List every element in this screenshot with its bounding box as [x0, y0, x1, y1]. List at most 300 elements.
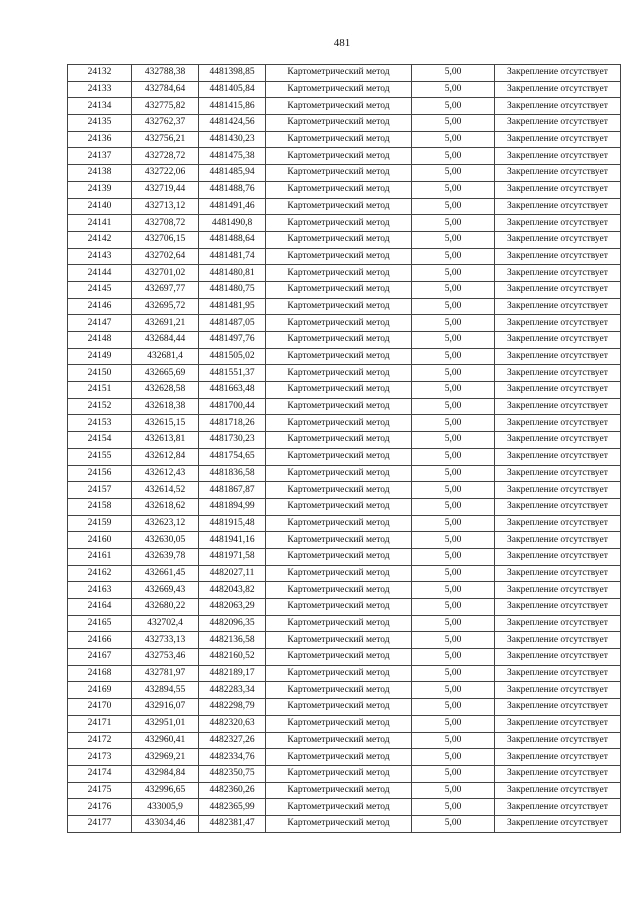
accuracy-cell: 5,00: [412, 148, 495, 165]
x-coordinate-cell: 432784,64: [132, 81, 199, 98]
y-coordinate-cell: 4482365,99: [199, 799, 266, 816]
method-cell: Картометрический метод: [266, 699, 412, 716]
table-row: [68, 415, 621, 432]
method-cell: Картометрический метод: [266, 98, 412, 115]
method-cell: Картометрический метод: [266, 231, 412, 248]
x-coordinate-cell: 432691,21: [132, 315, 199, 332]
accuracy-cell: 5,00: [412, 281, 495, 298]
y-coordinate-cell: 4482136,58: [199, 632, 266, 649]
point-number-cell: 24158: [68, 498, 132, 515]
fixing-description-cell: Закрепление отсутствует: [495, 498, 621, 515]
x-coordinate-cell: 432701,02: [132, 265, 199, 282]
x-coordinate-cell: 432996,65: [132, 782, 199, 799]
y-coordinate-cell: 4481488,64: [199, 231, 266, 248]
fixing-description-cell: Закрепление отсутствует: [495, 98, 621, 115]
method-cell: Картометрический метод: [266, 148, 412, 165]
point-number-cell: 24146: [68, 298, 132, 315]
accuracy-cell: 5,00: [412, 482, 495, 499]
y-coordinate-cell: 4481475,38: [199, 148, 266, 165]
fixing-description-cell: Закрепление отсутствует: [495, 332, 621, 349]
accuracy-cell: 5,00: [412, 165, 495, 182]
accuracy-cell: 5,00: [412, 448, 495, 465]
y-coordinate-cell: 4482381,47: [199, 815, 266, 832]
method-cell: Картометрический метод: [266, 298, 412, 315]
table-row: [68, 615, 621, 632]
y-coordinate-cell: 4482160,52: [199, 649, 266, 666]
point-number-cell: 24153: [68, 415, 132, 432]
point-number-cell: 24134: [68, 98, 132, 115]
point-number-cell: 24155: [68, 448, 132, 465]
x-coordinate-cell: 432733,13: [132, 632, 199, 649]
table-row: [68, 231, 621, 248]
point-number-cell: 24151: [68, 382, 132, 399]
accuracy-cell: 5,00: [412, 799, 495, 816]
accuracy-cell: 5,00: [412, 682, 495, 699]
x-coordinate-cell: 432916,07: [132, 699, 199, 716]
accuracy-cell: 5,00: [412, 231, 495, 248]
accuracy-cell: 5,00: [412, 732, 495, 749]
point-number-cell: 24174: [68, 765, 132, 782]
method-cell: Картометрический метод: [266, 782, 412, 799]
point-number-cell: 24143: [68, 248, 132, 265]
point-number-cell: 24142: [68, 231, 132, 248]
x-coordinate-cell: 432639,78: [132, 548, 199, 565]
x-coordinate-cell: 432788,38: [132, 65, 199, 82]
fixing-description-cell: Закрепление отсутствует: [495, 65, 621, 82]
accuracy-cell: 5,00: [412, 515, 495, 532]
y-coordinate-cell: 4482360,26: [199, 782, 266, 799]
fixing-description-cell: Закрепление отсутствует: [495, 665, 621, 682]
table-row: [68, 315, 621, 332]
table-row: [68, 682, 621, 699]
x-coordinate-cell: 433005,9: [132, 799, 199, 816]
fixing-description-cell: Закрепление отсутствует: [495, 515, 621, 532]
x-coordinate-cell: 432719,44: [132, 181, 199, 198]
table-row: [68, 165, 621, 182]
method-cell: Картометрический метод: [266, 632, 412, 649]
x-coordinate-cell: 432894,55: [132, 682, 199, 699]
x-coordinate-cell: 432695,72: [132, 298, 199, 315]
method-cell: Картометрический метод: [266, 131, 412, 148]
point-number-cell: 24167: [68, 649, 132, 666]
table-row: [68, 248, 621, 265]
point-number-cell: 24177: [68, 815, 132, 832]
table-row: [68, 382, 621, 399]
y-coordinate-cell: 4482096,35: [199, 615, 266, 632]
point-number-cell: 24148: [68, 332, 132, 349]
method-cell: Картометрический метод: [266, 315, 412, 332]
method-cell: Картометрический метод: [266, 415, 412, 432]
fixing-description-cell: Закрепление отсутствует: [495, 382, 621, 399]
point-number-cell: 24176: [68, 799, 132, 816]
point-number-cell: 24132: [68, 65, 132, 82]
x-coordinate-cell: 432708,72: [132, 215, 199, 232]
table-row: [68, 365, 621, 382]
method-cell: Картометрический метод: [266, 332, 412, 349]
y-coordinate-cell: 4481718,26: [199, 415, 266, 432]
point-number-cell: 24172: [68, 732, 132, 749]
x-coordinate-cell: 432728,72: [132, 148, 199, 165]
fixing-description-cell: Закрепление отсутствует: [495, 231, 621, 248]
table-row: [68, 181, 621, 198]
method-cell: Картометрический метод: [266, 649, 412, 666]
y-coordinate-cell: 4482334,76: [199, 749, 266, 766]
table-row: [68, 498, 621, 515]
accuracy-cell: 5,00: [412, 265, 495, 282]
point-number-cell: 24137: [68, 148, 132, 165]
x-coordinate-cell: 432951,01: [132, 715, 199, 732]
x-coordinate-cell: 432665,69: [132, 365, 199, 382]
x-coordinate-cell: 432618,38: [132, 398, 199, 415]
x-coordinate-cell: 432680,22: [132, 599, 199, 616]
accuracy-cell: 5,00: [412, 715, 495, 732]
x-coordinate-cell: 432697,77: [132, 281, 199, 298]
table-row: [68, 115, 621, 132]
coordinates-table: [67, 64, 621, 833]
fixing-description-cell: Закрепление отсутствует: [495, 215, 621, 232]
fixing-description-cell: Закрепление отсутствует: [495, 398, 621, 415]
method-cell: Картометрический метод: [266, 765, 412, 782]
x-coordinate-cell: 432681,4: [132, 348, 199, 365]
y-coordinate-cell: 4481491,46: [199, 198, 266, 215]
table-row: [68, 699, 621, 716]
x-coordinate-cell: 432713,12: [132, 198, 199, 215]
point-number-cell: 24166: [68, 632, 132, 649]
table-row: [68, 198, 621, 215]
point-number-cell: 24147: [68, 315, 132, 332]
y-coordinate-cell: 4482283,34: [199, 682, 266, 699]
method-cell: Картометрический метод: [266, 248, 412, 265]
accuracy-cell: 5,00: [412, 465, 495, 482]
accuracy-cell: 5,00: [412, 298, 495, 315]
x-coordinate-cell: 432722,06: [132, 165, 199, 182]
fixing-description-cell: Закрепление отсутствует: [495, 715, 621, 732]
x-coordinate-cell: 432781,97: [132, 665, 199, 682]
accuracy-cell: 5,00: [412, 198, 495, 215]
point-number-cell: 24152: [68, 398, 132, 415]
fixing-description-cell: Закрепление отсутствует: [495, 815, 621, 832]
point-number-cell: 24139: [68, 181, 132, 198]
x-coordinate-cell: 432762,37: [132, 115, 199, 132]
table-row: [68, 782, 621, 799]
method-cell: Картометрический метод: [266, 281, 412, 298]
point-number-cell: 24162: [68, 565, 132, 582]
accuracy-cell: 5,00: [412, 115, 495, 132]
point-number-cell: 24169: [68, 682, 132, 699]
fixing-description-cell: Закрепление отсутствует: [495, 365, 621, 382]
x-coordinate-cell: 432615,15: [132, 415, 199, 432]
fixing-description-cell: Закрепление отсутствует: [495, 81, 621, 98]
point-number-cell: 24144: [68, 265, 132, 282]
method-cell: Картометрический метод: [266, 682, 412, 699]
y-coordinate-cell: 4482063,29: [199, 599, 266, 616]
page-number: 481: [333, 37, 351, 49]
point-number-cell: 24136: [68, 131, 132, 148]
x-coordinate-cell: 432706,15: [132, 231, 199, 248]
table-row: [68, 548, 621, 565]
fixing-description-cell: Закрепление отсутствует: [495, 582, 621, 599]
method-cell: Картометрический метод: [266, 81, 412, 98]
table-row: [68, 131, 621, 148]
method-cell: Картометрический метод: [266, 215, 412, 232]
y-coordinate-cell: 4482027,11: [199, 565, 266, 582]
x-coordinate-cell: 432960,41: [132, 732, 199, 749]
point-number-cell: 24135: [68, 115, 132, 132]
table-row: [68, 799, 621, 816]
y-coordinate-cell: 4481915,48: [199, 515, 266, 532]
y-coordinate-cell: 4481663,48: [199, 382, 266, 399]
point-number-cell: 24173: [68, 749, 132, 766]
accuracy-cell: 5,00: [412, 348, 495, 365]
fixing-description-cell: Закрепление отсутствует: [495, 482, 621, 499]
method-cell: Картометрический метод: [266, 715, 412, 732]
x-coordinate-cell: 433034,46: [132, 815, 199, 832]
table-row: [68, 715, 621, 732]
fixing-description-cell: Закрепление отсутствует: [495, 465, 621, 482]
accuracy-cell: 5,00: [412, 749, 495, 766]
y-coordinate-cell: 4481497,76: [199, 332, 266, 349]
accuracy-cell: 5,00: [412, 248, 495, 265]
point-number-cell: 24163: [68, 582, 132, 599]
accuracy-cell: 5,00: [412, 599, 495, 616]
fixing-description-cell: Закрепление отсутствует: [495, 115, 621, 132]
accuracy-cell: 5,00: [412, 332, 495, 349]
method-cell: Картометрический метод: [266, 815, 412, 832]
y-coordinate-cell: 4482327,26: [199, 732, 266, 749]
point-number-cell: 24164: [68, 599, 132, 616]
method-cell: Картометрический метод: [266, 432, 412, 449]
y-coordinate-cell: 4481836,58: [199, 465, 266, 482]
x-coordinate-cell: 432618,62: [132, 498, 199, 515]
x-coordinate-cell: 432669,43: [132, 582, 199, 599]
y-coordinate-cell: 4481415,86: [199, 98, 266, 115]
method-cell: Картометрический метод: [266, 515, 412, 532]
table-row: [68, 148, 621, 165]
x-coordinate-cell: 432623,12: [132, 515, 199, 532]
accuracy-cell: 5,00: [412, 215, 495, 232]
y-coordinate-cell: 4481398,85: [199, 65, 266, 82]
accuracy-cell: 5,00: [412, 131, 495, 148]
accuracy-cell: 5,00: [412, 665, 495, 682]
fixing-description-cell: Закрепление отсутствует: [495, 749, 621, 766]
table-row: [68, 281, 621, 298]
y-coordinate-cell: 4482350,75: [199, 765, 266, 782]
accuracy-cell: 5,00: [412, 81, 495, 98]
y-coordinate-cell: 4481481,74: [199, 248, 266, 265]
fixing-description-cell: Закрепление отсутствует: [495, 131, 621, 148]
point-number-cell: 24140: [68, 198, 132, 215]
fixing-description-cell: Закрепление отсутствует: [495, 198, 621, 215]
table-row: [68, 465, 621, 482]
method-cell: Картометрический метод: [266, 482, 412, 499]
method-cell: Картометрический метод: [266, 382, 412, 399]
y-coordinate-cell: 4481480,75: [199, 281, 266, 298]
accuracy-cell: 5,00: [412, 315, 495, 332]
accuracy-cell: 5,00: [412, 98, 495, 115]
x-coordinate-cell: 432702,4: [132, 615, 199, 632]
fixing-description-cell: Закрепление отсутствует: [495, 281, 621, 298]
fixing-description-cell: Закрепление отсутствует: [495, 615, 621, 632]
fixing-description-cell: Закрепление отсутствует: [495, 682, 621, 699]
fixing-description-cell: Закрепление отсутствует: [495, 765, 621, 782]
fixing-description-cell: Закрепление отсутствует: [495, 315, 621, 332]
x-coordinate-cell: 432628,58: [132, 382, 199, 399]
point-number-cell: 24170: [68, 699, 132, 716]
method-cell: Картометрический метод: [266, 65, 412, 82]
y-coordinate-cell: 4481424,56: [199, 115, 266, 132]
fixing-description-cell: Закрепление отсутствует: [495, 565, 621, 582]
table-row: [68, 348, 621, 365]
y-coordinate-cell: 4481487,05: [199, 315, 266, 332]
point-number-cell: 24150: [68, 365, 132, 382]
x-coordinate-cell: 432612,43: [132, 465, 199, 482]
y-coordinate-cell: 4481405,84: [199, 81, 266, 98]
point-number-cell: 24165: [68, 615, 132, 632]
fixing-description-cell: Закрепление отсутствует: [495, 432, 621, 449]
method-cell: Картометрический метод: [266, 749, 412, 766]
y-coordinate-cell: 4481730,23: [199, 432, 266, 449]
accuracy-cell: 5,00: [412, 382, 495, 399]
point-number-cell: 24141: [68, 215, 132, 232]
x-coordinate-cell: 432684,44: [132, 332, 199, 349]
accuracy-cell: 5,00: [412, 65, 495, 82]
table-row: [68, 215, 621, 232]
table-row: [68, 632, 621, 649]
y-coordinate-cell: 4482320,63: [199, 715, 266, 732]
point-number-cell: 24157: [68, 482, 132, 499]
point-number-cell: 24156: [68, 465, 132, 482]
table-row: [68, 599, 621, 616]
table-row: [68, 582, 621, 599]
y-coordinate-cell: 4481488,76: [199, 181, 266, 198]
fixing-description-cell: Закрепление отсутствует: [495, 799, 621, 816]
fixing-description-cell: Закрепление отсутствует: [495, 548, 621, 565]
accuracy-cell: 5,00: [412, 582, 495, 599]
x-coordinate-cell: 432969,21: [132, 749, 199, 766]
accuracy-cell: 5,00: [412, 649, 495, 666]
fixing-description-cell: Закрепление отсутствует: [495, 148, 621, 165]
accuracy-cell: 5,00: [412, 532, 495, 549]
table-row: [68, 565, 621, 582]
point-number-cell: 24168: [68, 665, 132, 682]
method-cell: Картометрический метод: [266, 799, 412, 816]
table-row: [68, 749, 621, 766]
y-coordinate-cell: 4481894,99: [199, 498, 266, 515]
table-row: [68, 332, 621, 349]
y-coordinate-cell: 4482043,82: [199, 582, 266, 599]
table-row: [68, 649, 621, 666]
point-number-cell: 24160: [68, 532, 132, 549]
table-row: [68, 98, 621, 115]
y-coordinate-cell: 4481867,87: [199, 482, 266, 499]
method-cell: Картометрический метод: [266, 582, 412, 599]
accuracy-cell: 5,00: [412, 398, 495, 415]
table-row: [68, 298, 621, 315]
method-cell: Картометрический метод: [266, 615, 412, 632]
accuracy-cell: 5,00: [412, 548, 495, 565]
fixing-description-cell: Закрепление отсутствует: [495, 415, 621, 432]
y-coordinate-cell: 4482298,79: [199, 699, 266, 716]
accuracy-cell: 5,00: [412, 565, 495, 582]
table-row: [68, 65, 621, 82]
fixing-description-cell: Закрепление отсутствует: [495, 448, 621, 465]
table-row: [68, 482, 621, 499]
method-cell: Картометрический метод: [266, 548, 412, 565]
point-number-cell: 24145: [68, 281, 132, 298]
accuracy-cell: 5,00: [412, 632, 495, 649]
fixing-description-cell: Закрепление отсутствует: [495, 181, 621, 198]
method-cell: Картометрический метод: [266, 398, 412, 415]
y-coordinate-cell: 4481481,95: [199, 298, 266, 315]
accuracy-cell: 5,00: [412, 415, 495, 432]
table-row: [68, 432, 621, 449]
table-row: [68, 665, 621, 682]
x-coordinate-cell: 432756,21: [132, 131, 199, 148]
method-cell: Картометрический метод: [266, 181, 412, 198]
x-coordinate-cell: 432630,05: [132, 532, 199, 549]
fixing-description-cell: Закрепление отсутствует: [495, 532, 621, 549]
point-number-cell: 24175: [68, 782, 132, 799]
point-number-cell: 24149: [68, 348, 132, 365]
point-number-cell: 24161: [68, 548, 132, 565]
fixing-description-cell: Закрепление отсутствует: [495, 732, 621, 749]
table-row: [68, 515, 621, 532]
table-row: [68, 81, 621, 98]
accuracy-cell: 5,00: [412, 615, 495, 632]
fixing-description-cell: Закрепление отсутствует: [495, 782, 621, 799]
fixing-description-cell: Закрепление отсутствует: [495, 599, 621, 616]
fixing-description-cell: Закрепление отсутствует: [495, 649, 621, 666]
x-coordinate-cell: 432614,52: [132, 482, 199, 499]
table-row: [68, 732, 621, 749]
y-coordinate-cell: 4481551,37: [199, 365, 266, 382]
accuracy-cell: 5,00: [412, 765, 495, 782]
x-coordinate-cell: 432613,81: [132, 432, 199, 449]
method-cell: Картометрический метод: [266, 732, 412, 749]
table-row: [68, 532, 621, 549]
x-coordinate-cell: 432661,45: [132, 565, 199, 582]
method-cell: Картометрический метод: [266, 565, 412, 582]
accuracy-cell: 5,00: [412, 815, 495, 832]
table-row: [68, 765, 621, 782]
accuracy-cell: 5,00: [412, 782, 495, 799]
method-cell: Картометрический метод: [266, 265, 412, 282]
method-cell: Картометрический метод: [266, 365, 412, 382]
point-number-cell: 24138: [68, 165, 132, 182]
method-cell: Картометрический метод: [266, 165, 412, 182]
y-coordinate-cell: 4482189,17: [199, 665, 266, 682]
accuracy-cell: 5,00: [412, 432, 495, 449]
y-coordinate-cell: 4481430,23: [199, 131, 266, 148]
x-coordinate-cell: 432702,64: [132, 248, 199, 265]
method-cell: Картометрический метод: [266, 599, 412, 616]
fixing-description-cell: Закрепление отсутствует: [495, 348, 621, 365]
method-cell: Картометрический метод: [266, 532, 412, 549]
point-number-cell: 24154: [68, 432, 132, 449]
y-coordinate-cell: 4481941,16: [199, 532, 266, 549]
table-row: [68, 448, 621, 465]
y-coordinate-cell: 4481700,44: [199, 398, 266, 415]
table-row: [68, 398, 621, 415]
method-cell: Картометрический метод: [266, 448, 412, 465]
fixing-description-cell: Закрепление отсутствует: [495, 632, 621, 649]
x-coordinate-cell: 432775,82: [132, 98, 199, 115]
fixing-description-cell: Закрепление отсутствует: [495, 699, 621, 716]
x-coordinate-cell: 432984,84: [132, 765, 199, 782]
method-cell: Картометрический метод: [266, 498, 412, 515]
method-cell: Картометрический метод: [266, 198, 412, 215]
accuracy-cell: 5,00: [412, 498, 495, 515]
